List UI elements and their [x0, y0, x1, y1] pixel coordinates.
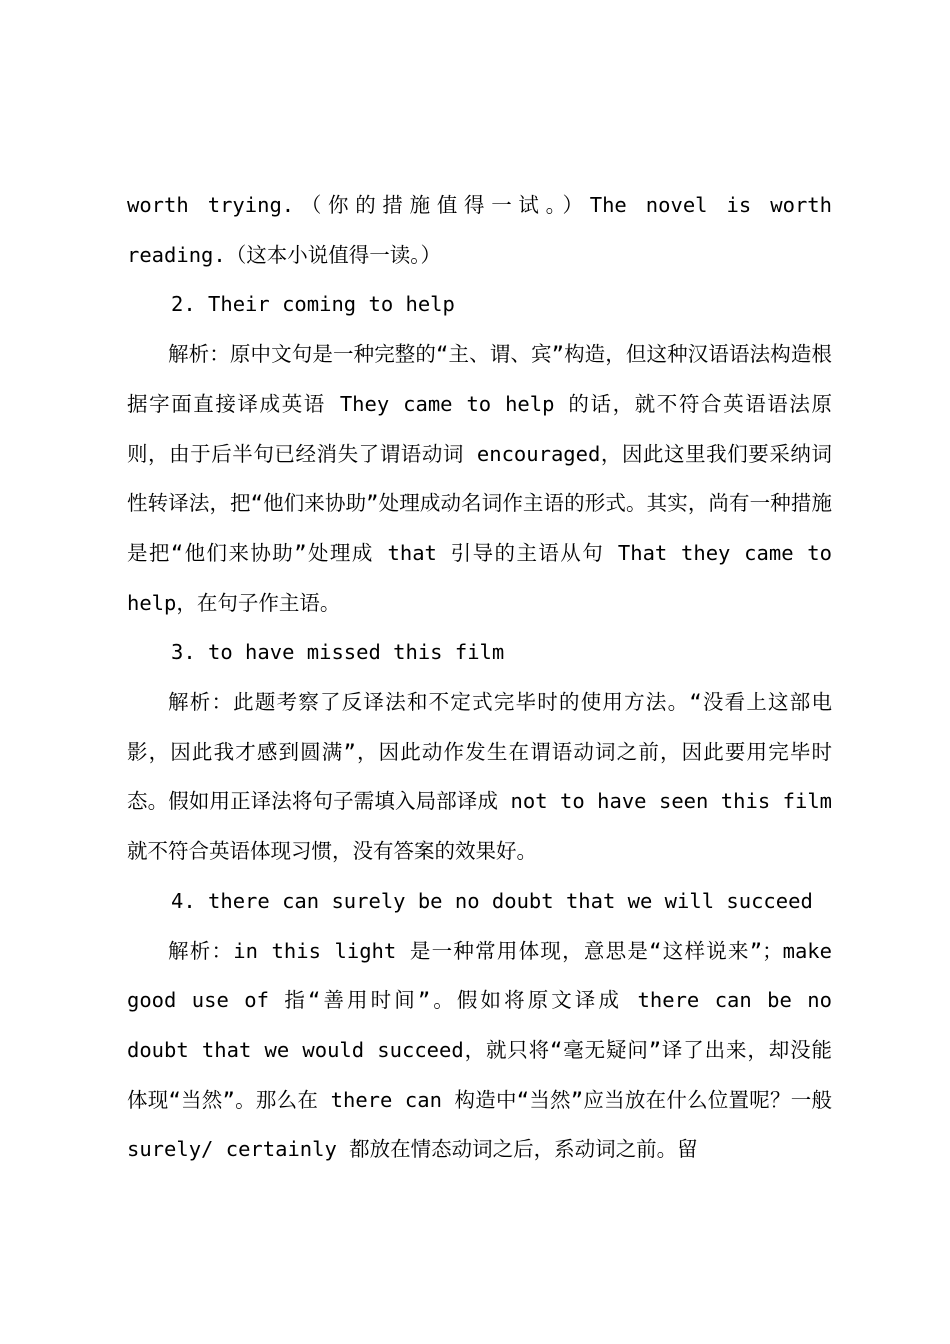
answer-heading-3: 3. to have missed this film: [171, 640, 505, 665]
answer-heading-4: 4. there can surely be no doubt that we will succeed: [171, 888, 813, 913]
analysis-paragraph-3: 解析：此题考察了反译法和不定式完毕时的使用方法。“没看上这部电影，因此我才感到圆满”，因此动作发生在谓语动词之前，因此要用完毕时态。假如用正译法将句子需填入局部译成 not to have seen this film 就不符合英语体现习惯，没有答案的效果好。: [127, 690, 832, 864]
answer-heading-2: 2. Their coming to help: [171, 292, 455, 317]
analysis-paragraph-2: 解析：原中文句是一种完整的“主、谓、宾”构造，但这种汉语语法构造根据字面直接译成英语 They came to help 的话，就不符合英语语法原则，由于后半句已经消失了谓语动词 encouraged，因此这里我们要采纳词性转译法，把“他们来协助”处理成动名词作主语的形式。其实，尚有一种措施是把“他们来协助”处理成 that 引导的主语从句 That they came to help，在句子作主语。: [127, 342, 832, 615]
document-page: [127, 181, 832, 1175]
analysis-paragraph-4: 解析：in this light 是一种常用体现，意思是“这样说来”；make good use of 指“善用时间”。假如将原文译成 there can be no doubt that we would succeed，就只将“毫无疑问”译了出来，却没能体现“当然”。那么在 there can 构造中“当然”应当放在什么位置呢？一般 surely/ certainly 都放在情态动词之后，系动词之前。留: [127, 938, 832, 1162]
paragraph-worth-examples: worth trying.（你的措施值得一试。）The novel is worth reading.（这本小说值得一读。）: [127, 193, 832, 267]
